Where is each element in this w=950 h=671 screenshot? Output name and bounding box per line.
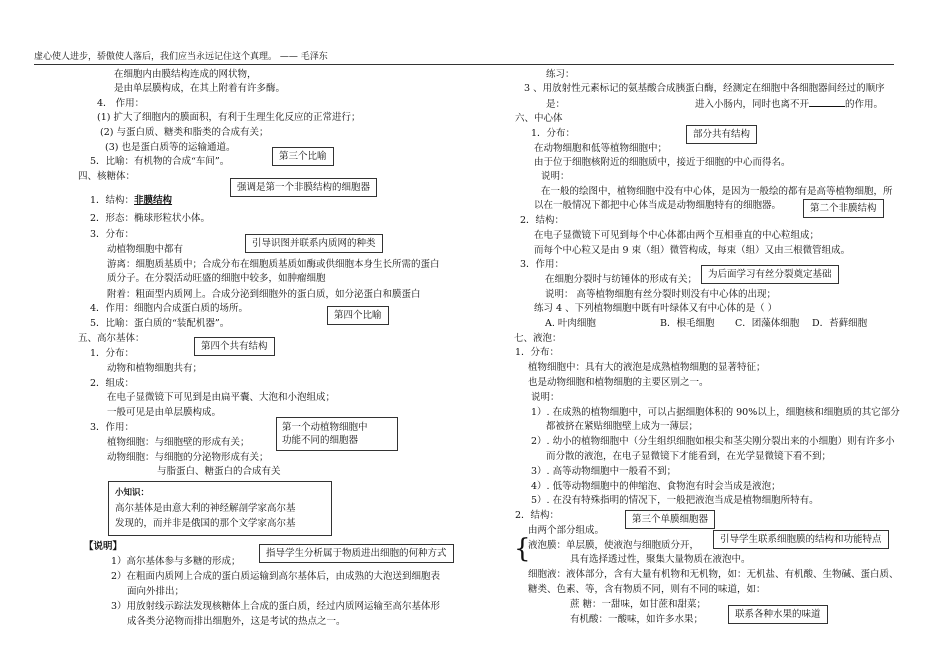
section-heading: 五、高尔基体： xyxy=(78,333,145,344)
annotation-box: 第二个非膜结构 xyxy=(803,199,884,218)
text-line: 在细胞内由膜结构连成的网状物， xyxy=(114,69,257,80)
text-line: 动物和植物细胞共有； xyxy=(107,363,203,374)
text-line: 5）. 在没有特殊指明的情况下，一般把液泡当成是植物细胞所特有。 xyxy=(531,495,819,506)
text-line: 由两个部分组成。 xyxy=(528,525,605,536)
answer-option: A. 叶肉细胞 xyxy=(545,318,596,329)
annotation-box: 联系各种水果的味道 xyxy=(728,605,828,624)
text-line: 细胞液：液体部分，含有大量有机物和无机物，如：无机盐、有机酸、生物碱、蛋白质、 xyxy=(528,569,899,580)
text-line: 动物细胞：与细胞的分泌物形成有关； xyxy=(107,452,269,463)
text-line: 而每个中心粒又是由 9 束（组）微管构成，每束（组）又由三根微管组成。 xyxy=(534,245,851,256)
text-line: 1．结构：非膜结构 xyxy=(90,195,173,206)
knowledge-line: 高尔基体是由意大利的神经解剖学家高尔基 xyxy=(115,503,296,514)
text-line: 2．结构： xyxy=(515,510,560,521)
text-line: 蔗 糖：一甜味，如甘蔗和甜菜； xyxy=(570,599,707,610)
text-line: 1．分布： xyxy=(515,347,560,358)
annotation-box: 第三个单膜细胞器 xyxy=(625,510,715,529)
text-line: 是由单层膜构成，在其上附着有许多酶。 xyxy=(114,83,286,94)
answer-option: C．团藻体细胞 xyxy=(735,318,800,329)
text-line: 与脂蛋白、糖蛋白的合成有关 xyxy=(157,466,281,477)
text-line: 在细胞分裂时与纺锤体的形成有关； xyxy=(545,274,698,285)
knowledge-title: 小知识： xyxy=(115,488,150,498)
annotation-box: 部分共有结构 xyxy=(686,125,757,144)
text-line: 1）. 在成熟的植物细胞中，可以占据细胞体积的 90%以上，细胞核和细胞质的其它部分 xyxy=(531,407,900,418)
text-line: 液泡膜：单层膜，使液泡与细胞质分开， xyxy=(528,540,700,551)
text-line: 3．分布： xyxy=(90,229,135,240)
text-line: (3) 也是蛋白质等的运输通道。 xyxy=(105,142,236,153)
text-line: 质分子。在分裂活动旺盛的细胞中较多，如肿瘤细胞 xyxy=(107,273,326,284)
fill-blank xyxy=(809,97,845,107)
text-line: 植物细胞：与细胞壁的形成有关； xyxy=(107,437,250,448)
text-line: 4． 作用： xyxy=(97,98,145,109)
text-line: 3）用放射线示踪法发现核糖体上合成的蛋白质，经过内质网运输至高尔基体形 xyxy=(111,601,441,612)
text-line: 1．分布： xyxy=(531,128,576,139)
text-line: 3．作用： xyxy=(90,422,135,433)
text-line: 面向外排出； xyxy=(127,586,185,597)
text-line: 练习： xyxy=(546,69,575,80)
answer-option: B．根毛细胞 xyxy=(660,318,715,329)
text-line: 说明： 高等植物细胞有丝分裂时则没有中心体的出现； xyxy=(545,289,777,300)
section-heading: 六、中心体 xyxy=(515,113,563,124)
text-line: 2．结构： xyxy=(520,215,565,226)
header-quote: 虚心使人进步，骄傲使人落后，我们应当永远记住这个真理。 —— 毛泽东 xyxy=(34,52,328,62)
text-line: 动植物细胞中都有 xyxy=(107,244,184,255)
header-rule xyxy=(34,64,894,65)
text-line: 1）高尔基体参与多糖的形成； xyxy=(111,556,241,567)
text-line: 以在一般情况下都把中心体当成是动物细胞特有的细胞器。 xyxy=(534,200,782,211)
annotation-box: 第四个共有结构 xyxy=(194,337,275,356)
text-line: 5．比喻：蛋白质的“装配机器”。 xyxy=(90,318,230,329)
text-line: 在电子显微镜下可见到是由扁平囊、大泡和小泡组成； xyxy=(107,392,336,403)
text-line: 一般可见是由单层膜构成。 xyxy=(107,407,222,418)
emphasis-text: 非膜结构 xyxy=(134,195,173,206)
text-line: 2）. 幼小的植物细胞中（分生组织细胞如根尖和茎尖刚分裂出来的小细胞）则有许多小 xyxy=(531,436,895,447)
text-line: (2) 与蛋白质、糖类和脂类的合成有关； xyxy=(100,127,269,138)
question-line: 练习 4 、下列植物细胞中既有叶绿体又有中心体的是（ ） xyxy=(534,303,778,314)
text-line: 1．分布： xyxy=(90,348,135,359)
text-line: 有机酸：一酸味，如许多水果； xyxy=(570,614,704,625)
text-line: 2．组成： xyxy=(90,378,135,389)
text-line: 2）在粗面内质网上合成的蛋白质运输到高尔基体后，由成熟的大泡送到细胞表 xyxy=(111,571,441,582)
annotation-box: 为后面学习有丝分裂奠定基础 xyxy=(701,265,839,284)
text-line: 4）. 低等动物细胞中的伸缩泡、食物泡有时会当成是液泡； xyxy=(531,481,781,492)
text-line: 4．作用：细胞内合成蛋白质的场所。 xyxy=(90,303,249,314)
annotation-box: 引导学生联系细胞膜的结构和功能特点 xyxy=(713,530,889,549)
text-line: 都被挤在紧贴细胞壁上成为一薄层； xyxy=(546,421,699,432)
knowledge-box xyxy=(108,481,332,536)
brace-icon: { xyxy=(514,534,531,564)
section-heading: 【说明】 xyxy=(84,541,123,552)
answer-option: D．苔藓细胞 xyxy=(812,318,868,329)
text-line: 2．形态：椭球形粒状小体。 xyxy=(90,213,211,224)
text-line: 说明： xyxy=(531,392,560,403)
text-line: 3 、用放射性元素标记的氨基酸合成胰蛋白酶，经测定在细胞中各细胞器间经过的顺序 xyxy=(524,83,885,94)
text-line: 而分散的液泡，在电子显微镜下才能看到，在光学显微镜下看不到； xyxy=(546,451,832,462)
section-heading: 七、液泡： xyxy=(514,333,562,344)
text-line: 也是动物细胞和植物细胞的主要区别之一。 xyxy=(528,377,709,388)
text-line: (1) 扩大了细胞内的膜面积，有利于生理生化反应的正常进行； xyxy=(97,112,361,123)
text-line: 在动物细胞和低等植物细胞中； xyxy=(534,143,668,154)
text-line: 5．比喻：有机物的合成“车间”。 xyxy=(90,156,230,167)
text-line: 游离：细胞质基质中；合成分布在细胞质基质如酶或供细胞本身生长所需的蛋白 xyxy=(107,259,440,270)
annotation-box: 第一个动植物细胞中 功能不同的细胞器 xyxy=(276,417,398,451)
annotation-box: 强调是第一个非膜结构的细胞器 xyxy=(230,178,377,197)
text-line: 是： 进入小肠内，同时也离不开 的作用。 xyxy=(546,99,884,110)
knowledge-line: 发现的，而并非是俄国的那个文学家高尔基 xyxy=(115,518,296,529)
text-line: 糖类、色素、等，含有物质不同，则有不同的味道，如： xyxy=(528,584,766,595)
annotation-box: 引导识图并联系内质网的种类 xyxy=(245,234,383,253)
annotation-box: 指导学生分析属于物质进出细胞的何种方式 xyxy=(259,544,454,563)
text-line: 植物细胞中：具有大的液泡是成熟植物细胞的显著特征； xyxy=(528,362,766,373)
text-line: 具有选择透过性，聚集大量物质在液泡中。 xyxy=(570,554,751,565)
text-line: 3．作用： xyxy=(520,259,565,270)
text-line: 3）. 高等动物细胞中一般看不到； xyxy=(531,466,677,477)
section-heading: 四、核糖体： xyxy=(78,171,136,182)
text-line: 成各类分泌物而排出细胞外，这是考试的热点之一。 xyxy=(127,616,346,627)
text-line: 说明： xyxy=(541,171,570,182)
text-line: 由于位于细胞核附近的细胞质中，接近于细胞的中心而得名。 xyxy=(534,157,791,168)
text-line: 在一般的绘图中，植物细胞中没有中心体，是因为一般绘的都有是高等植物细胞，所 xyxy=(541,186,893,197)
annotation-box: 第四个比喻 xyxy=(327,306,389,325)
text-line: 在电子显微镜下可见到每个中心体都由两个互相垂直的中心粒组成； xyxy=(534,230,820,241)
annotation-box: 第三个比喻 xyxy=(272,147,334,166)
text-line: 附着：粗面型内质网上。合成分泌到细胞外的蛋白质，如分泌蛋白和膜蛋白 xyxy=(107,289,421,300)
